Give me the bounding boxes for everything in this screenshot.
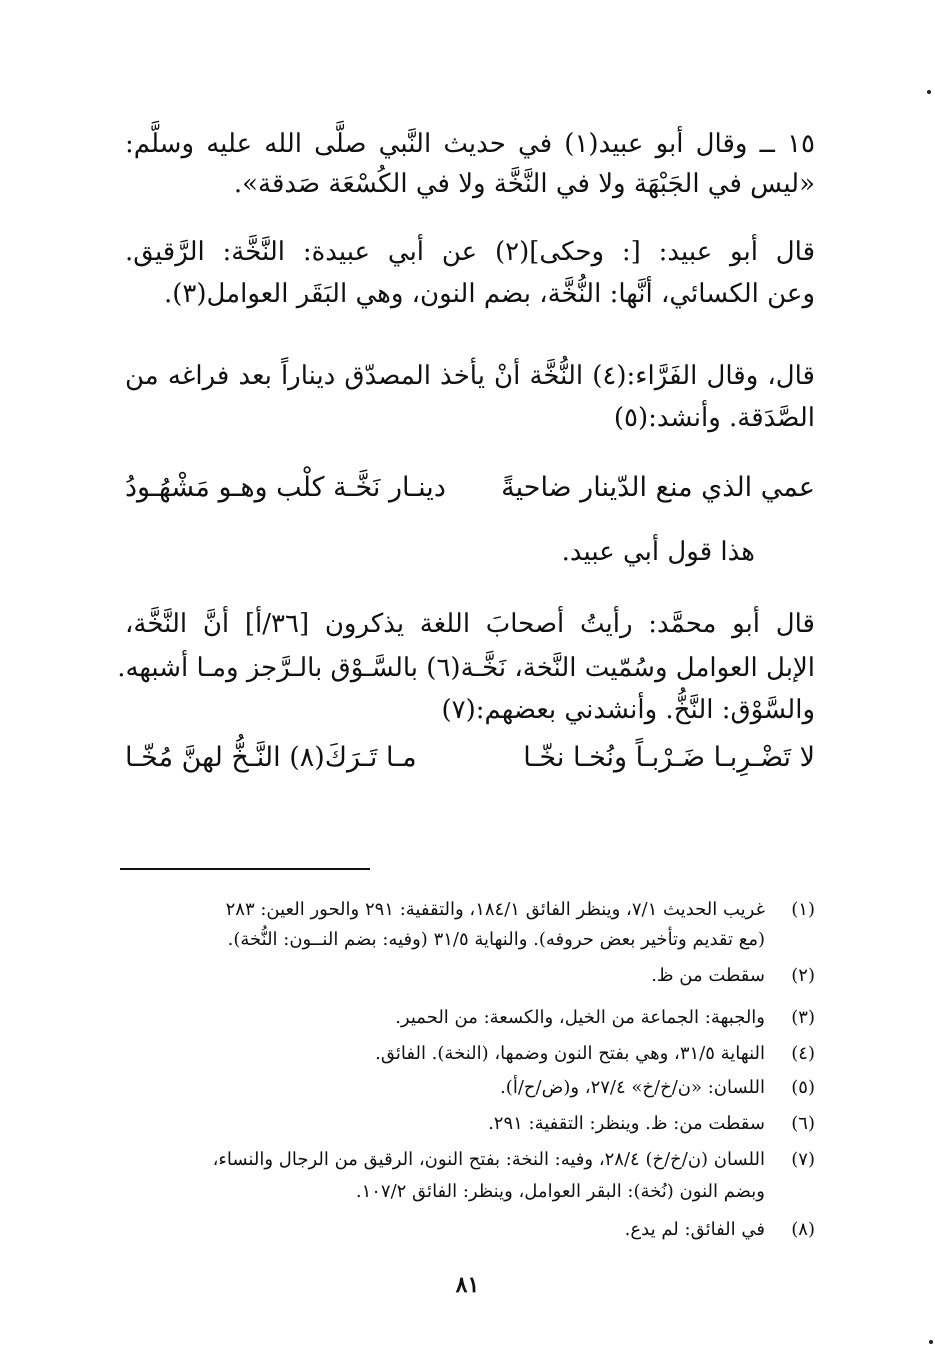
verse-line — [125, 466, 815, 510]
body-line: والسَّوْق: النَّخُّ. وأنشدني بعضهم:(٧) — [441, 695, 815, 725]
body-line: الإبل العوامل وسُمّيت النَّخة، نَخَّـة(٦) بالسَّـوْق بالـرَّجز ومـا أشبهه. — [117, 653, 815, 683]
body-line: «ليس في الجَبْهَة ولا في النَّخَّة ولا في الكُسْعَة صَدقة». — [233, 169, 815, 199]
footnote-text: غريب الحديث ٧/١، وينظر الفائق ١٨٤/١، والتقفية: ٢٩١ والحور العين: ٢٨٣ — [225, 899, 765, 920]
footnote-item — [125, 1216, 815, 1244]
footnote-number: (٤) — [791, 1043, 815, 1064]
footnote-item — [125, 1004, 815, 1032]
verse-hemistich-b: دينـار نَخَّـة كلْب وهـو مَشْهُـودُ — [125, 472, 446, 503]
footnote-item — [125, 1074, 815, 1102]
body-line: هذا قول أبي عبيد. — [561, 537, 755, 567]
footnote-text: سقطت من ظ. — [651, 965, 765, 986]
footnote-continuation — [125, 926, 815, 954]
footnote-number: (٨) — [791, 1219, 815, 1240]
footnote-text: سقطت من: ظ. وينظر: التقفية: ٢٩١. — [488, 1113, 765, 1134]
footnote-text: (مع تقديم وتأخير بعض حروفه). والنهاية ٣١/٥ (وفيه: بضم النــون: النُّخة). — [227, 929, 765, 950]
footnote-number: (١) — [791, 899, 815, 920]
body-line: قال أبو محمَّد: رأيتُ أصحابَ اللغة يذكرون [٣٦/أ] أنَّ النَّخَّة، — [125, 609, 815, 639]
footnote-item — [125, 1146, 815, 1174]
body-line: قال أبو عبيد: [: وحكى](٢) عن أبي عبيدة: النَّخَّة: الرَّقيق. — [125, 237, 816, 267]
body-line: قال، وقال الفَرَّاء:(٤) النُّخَّة أنْ يأخذ المصدّق ديناراً بعد فراغه من — [125, 361, 815, 391]
verse-hemistich-a: لا تَضْـرِبـا ضَـرْبـاً ونُخـا نخّـا — [523, 742, 815, 773]
footnote-text: النهاية ٣١/٥، وهي بفتح النون وضمها، (النخة). الفائق. — [375, 1043, 765, 1064]
footnote-text: وبضم النون (نُخة): البقر العوامل، وينظر: الفائق ١٠٧/٢. — [355, 1181, 765, 1202]
scan-speck — [929, 1340, 933, 1344]
footnote-number: (٧) — [791, 1149, 815, 1170]
body-line: وعن الكسائي، أنَّها: النُّخَّة، بضم النون، وهي البَقَر العوامل(٣). — [163, 279, 815, 309]
page-number: ٨١ — [455, 1272, 480, 1298]
footnote-number: (٦) — [791, 1113, 815, 1134]
footnote-text: والجبهة: الجماعة من الخيل، والكسعة: من الحمير. — [395, 1007, 765, 1028]
verse-hemistich-b: مـا تَـرَكَ(٨) النَّـخُّ لهنَّ مُخّـا — [125, 742, 417, 773]
footnote-text: اللسان (ن/خ/خ) ٢٨/٤، وفيه: النخة: بفتح النون، الرقيق من الرجال والنساء، — [212, 1149, 765, 1170]
footnote-number: (٢) — [791, 965, 815, 986]
verse-hemistich-a: عمي الذي منع الدّينار ضاحيةً — [501, 472, 815, 503]
footnote-text: في الفائق: لم يدع. — [624, 1219, 765, 1240]
scan-speck — [927, 90, 931, 94]
footnote-item — [125, 896, 815, 924]
footnote-item — [125, 962, 815, 990]
footnote-separator — [120, 868, 370, 870]
footnote-continuation — [125, 1178, 815, 1206]
footnote-number: (٣) — [791, 1007, 815, 1028]
footnote-number: (٥) — [791, 1077, 815, 1098]
footnote-item — [125, 1040, 815, 1068]
body-line: ١٥ ــ وقال أبو عبيد(١) في حديث النَّبي صلَّى الله عليه وسلَّم: — [125, 129, 815, 159]
verse-line — [125, 736, 815, 780]
footnote-text: اللسان: «ن/خ/خ» ٢٧/٤، و(ض/ح/أ). — [500, 1077, 765, 1098]
footnote-item — [125, 1110, 815, 1138]
body-line: الصَّدَقة. وأنشد:(٥) — [613, 403, 815, 433]
